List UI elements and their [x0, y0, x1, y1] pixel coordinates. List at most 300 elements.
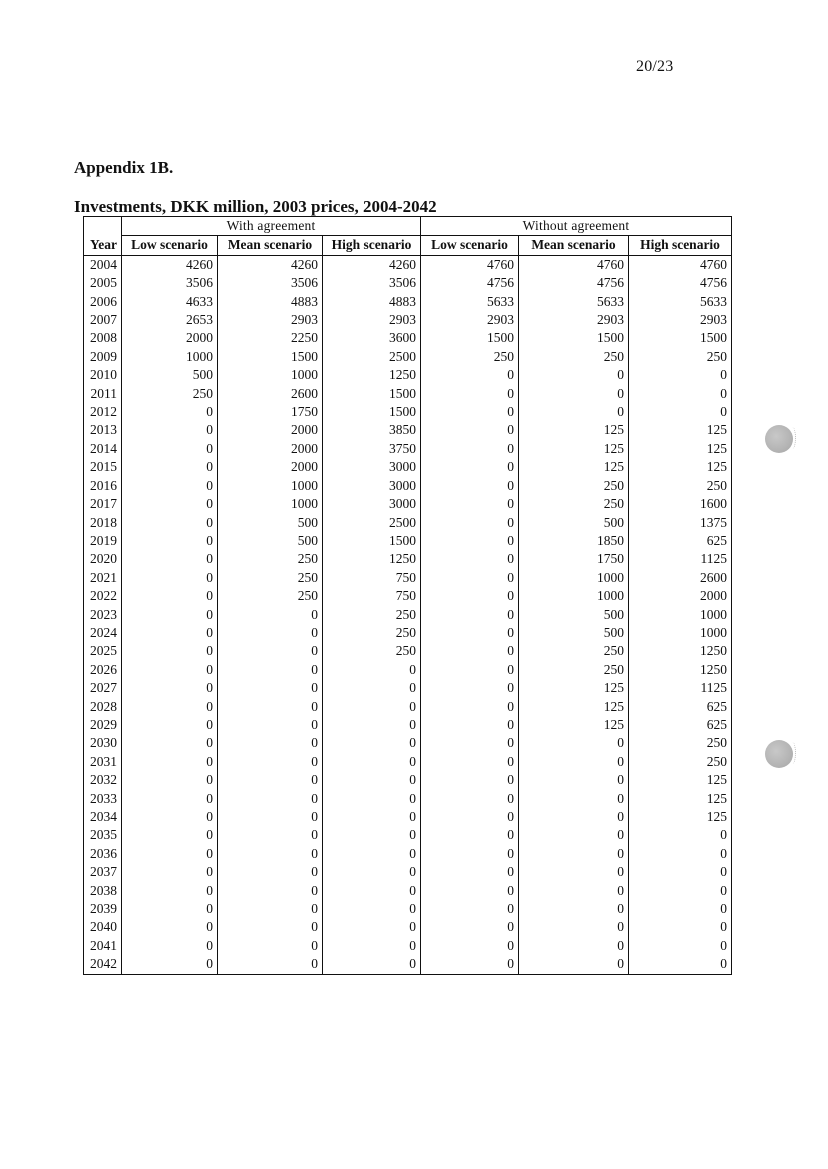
table-row [84, 642, 732, 660]
cell-without-low: 0 [421, 937, 519, 955]
cell-with-mean: 0 [218, 753, 323, 771]
cell-without-low: 0 [421, 771, 519, 789]
table-row [84, 421, 732, 439]
cell-with-mean: 0 [218, 863, 323, 881]
table-row [84, 716, 732, 734]
cell-with-mean: 1750 [218, 403, 323, 421]
cell-without-high: 0 [629, 955, 732, 974]
cell-without-mean: 5633 [519, 293, 629, 311]
cell-year: 2036 [90, 845, 117, 861]
cell-without-high: 0 [629, 918, 732, 936]
cell-with-low: 0 [122, 477, 218, 495]
cell-without-high: 0 [629, 366, 732, 384]
cell-with-mean: 0 [218, 771, 323, 789]
cell-with-high: 3000 [323, 477, 421, 495]
cell-year: 2031 [90, 753, 117, 769]
cell-without-mean: 125 [519, 679, 629, 697]
cell-without-mean: 0 [519, 734, 629, 752]
table-row [84, 532, 732, 550]
cell-without-low: 0 [421, 698, 519, 716]
cell-with-high: 2903 [323, 311, 421, 329]
cell-without-mean: 0 [519, 955, 629, 974]
cell-without-high: 2000 [629, 587, 732, 605]
table-row [84, 293, 732, 311]
cell-with-mean: 2000 [218, 421, 323, 439]
cell-with-mean: 4883 [218, 293, 323, 311]
table-row [84, 698, 732, 716]
cell-year: 2033 [90, 790, 117, 806]
cell-with-high: 4260 [323, 255, 421, 274]
cell-without-mean: 1000 [519, 569, 629, 587]
cell-with-low: 0 [122, 532, 218, 550]
cell-with-mean: 0 [218, 826, 323, 844]
cell-with-mean: 0 [218, 734, 323, 752]
cell-without-high: 125 [629, 808, 732, 826]
cell-without-low: 0 [421, 421, 519, 439]
cell-without-low: 1500 [421, 329, 519, 347]
table-row [84, 550, 732, 568]
cell-year: 2009 [90, 348, 117, 364]
cell-with-high: 0 [323, 918, 421, 936]
cell-with-low: 3506 [122, 274, 218, 292]
table-row [84, 495, 732, 513]
cell-with-low: 0 [122, 440, 218, 458]
cell-without-mean: 1750 [519, 550, 629, 568]
cell-without-low: 0 [421, 900, 519, 918]
table-row [84, 771, 732, 789]
cell-without-mean: 250 [519, 477, 629, 495]
cell-without-low: 0 [421, 606, 519, 624]
column-header-without-low: Low scenario [421, 236, 519, 255]
table-body [84, 255, 732, 974]
cell-year: 2015 [90, 459, 117, 475]
cell-with-mean: 0 [218, 716, 323, 734]
cell-without-high: 0 [629, 403, 732, 421]
cell-without-high: 1125 [629, 679, 732, 697]
column-header-without-high: High scenario [629, 236, 732, 255]
cell-without-high: 125 [629, 421, 732, 439]
cell-with-high: 2500 [323, 514, 421, 532]
table-row [84, 624, 732, 642]
cell-with-mean: 4260 [218, 255, 323, 274]
cell-with-low: 0 [122, 458, 218, 476]
table-title: Investments, DKK million, 2003 prices, 2004-2042 [74, 197, 437, 216]
table-row [84, 587, 732, 605]
cell-without-high: 4760 [629, 255, 732, 274]
cell-without-low: 0 [421, 495, 519, 513]
table-row [84, 440, 732, 458]
table-row [84, 661, 732, 679]
cell-without-mean: 0 [519, 385, 629, 403]
cell-without-mean: 250 [519, 642, 629, 660]
cell-without-mean: 125 [519, 440, 629, 458]
cell-without-mean: 1850 [519, 532, 629, 550]
table-row [84, 606, 732, 624]
cell-with-high: 2500 [323, 348, 421, 366]
cell-year: 2012 [90, 404, 117, 420]
cell-without-mean: 0 [519, 790, 629, 808]
cell-with-mean: 0 [218, 642, 323, 660]
cell-without-mean: 125 [519, 458, 629, 476]
cell-with-low: 0 [122, 845, 218, 863]
cell-year: 2028 [90, 698, 117, 714]
cell-without-mean: 0 [519, 845, 629, 863]
table-row [84, 900, 732, 918]
cell-with-low: 0 [122, 514, 218, 532]
cell-without-low: 4756 [421, 274, 519, 292]
cell-without-high: 0 [629, 863, 732, 881]
cell-year: 2014 [90, 440, 117, 456]
cell-without-mean: 1000 [519, 587, 629, 605]
cell-year: 2029 [90, 716, 117, 732]
table-row [84, 348, 732, 366]
table-row [84, 808, 732, 826]
cell-without-low: 2903 [421, 311, 519, 329]
cell-with-mean: 0 [218, 661, 323, 679]
cell-without-mean: 4756 [519, 274, 629, 292]
cell-without-low: 0 [421, 790, 519, 808]
cell-with-low: 0 [122, 771, 218, 789]
cell-without-low: 0 [421, 477, 519, 495]
cell-without-mean: 0 [519, 918, 629, 936]
cell-with-high: 3000 [323, 495, 421, 513]
cell-without-low: 0 [421, 863, 519, 881]
cell-year: 2004 [90, 256, 117, 272]
cell-with-high: 1500 [323, 403, 421, 421]
cell-without-high: 2600 [629, 569, 732, 587]
cell-year: 2022 [90, 588, 117, 604]
cell-with-mean: 1500 [218, 348, 323, 366]
cell-year: 2039 [90, 901, 117, 917]
cell-without-high: 5633 [629, 293, 732, 311]
appendix-heading: Appendix 1B. [74, 158, 174, 177]
cell-year: 2006 [90, 293, 117, 309]
table-row [84, 274, 732, 292]
cell-without-low: 0 [421, 642, 519, 660]
cell-year: 2023 [90, 606, 117, 622]
cell-without-high: 0 [629, 882, 732, 900]
cell-with-mean: 0 [218, 882, 323, 900]
table-row [84, 366, 732, 384]
cell-without-high: 125 [629, 440, 732, 458]
cell-with-low: 0 [122, 661, 218, 679]
cell-with-high: 0 [323, 790, 421, 808]
cell-without-high: 125 [629, 458, 732, 476]
cell-year: 2025 [90, 643, 117, 659]
cell-year: 2026 [90, 661, 117, 677]
cell-without-low: 5633 [421, 293, 519, 311]
cell-with-low: 0 [122, 606, 218, 624]
table-row [84, 458, 732, 476]
cell-year: 2024 [90, 624, 117, 640]
cell-year: 2005 [90, 275, 117, 291]
cell-year: 2040 [90, 919, 117, 935]
cell-with-low: 0 [122, 698, 218, 716]
table-row [84, 679, 732, 697]
cell-with-low: 0 [122, 937, 218, 955]
cell-with-low: 250 [122, 385, 218, 403]
cell-without-high: 250 [629, 348, 732, 366]
cell-without-mean: 500 [519, 606, 629, 624]
cell-without-mean: 0 [519, 900, 629, 918]
cell-with-high: 0 [323, 955, 421, 974]
table-row [84, 477, 732, 495]
cell-with-mean: 500 [218, 532, 323, 550]
cell-without-high: 625 [629, 716, 732, 734]
cell-without-mean: 0 [519, 882, 629, 900]
cell-with-high: 0 [323, 826, 421, 844]
cell-without-low: 0 [421, 679, 519, 697]
cell-without-mean: 250 [519, 661, 629, 679]
binder-hole-top [765, 425, 793, 453]
table-row [84, 753, 732, 771]
cell-with-high: 1500 [323, 532, 421, 550]
cell-with-high: 0 [323, 937, 421, 955]
cell-without-high: 1500 [629, 329, 732, 347]
cell-with-mean: 2000 [218, 440, 323, 458]
cell-year: 2016 [90, 477, 117, 493]
cell-without-low: 0 [421, 458, 519, 476]
cell-with-high: 1500 [323, 385, 421, 403]
cell-without-high: 0 [629, 900, 732, 918]
cell-with-mean: 0 [218, 679, 323, 697]
cell-without-high: 125 [629, 790, 732, 808]
cell-year: 2013 [90, 422, 117, 438]
cell-with-low: 0 [122, 734, 218, 752]
cell-without-low: 0 [421, 385, 519, 403]
cell-without-mean: 250 [519, 495, 629, 513]
cell-with-high: 0 [323, 753, 421, 771]
column-header-with-mean: Mean scenario [218, 236, 323, 255]
cell-without-high: 1375 [629, 514, 732, 532]
cell-without-mean: 125 [519, 421, 629, 439]
cell-without-low: 0 [421, 955, 519, 974]
table-row [84, 329, 732, 347]
cell-with-mean: 0 [218, 918, 323, 936]
cell-year: 2042 [90, 956, 117, 972]
cell-with-mean: 0 [218, 937, 323, 955]
cell-with-mean: 250 [218, 587, 323, 605]
cell-with-high: 0 [323, 900, 421, 918]
table-row [84, 955, 732, 974]
cell-with-high: 250 [323, 624, 421, 642]
cell-year: 2017 [90, 496, 117, 512]
cell-with-low: 2000 [122, 329, 218, 347]
cell-with-low: 0 [122, 808, 218, 826]
cell-without-high: 1125 [629, 550, 732, 568]
table-row [84, 845, 732, 863]
table-row [84, 255, 732, 274]
cell-year: 2011 [90, 385, 117, 401]
cell-without-high: 0 [629, 826, 732, 844]
cell-without-high: 2903 [629, 311, 732, 329]
investments-table [83, 216, 732, 975]
cell-year: 2030 [90, 735, 117, 751]
cell-without-low: 0 [421, 753, 519, 771]
cell-with-low: 0 [122, 753, 218, 771]
cell-year: 2032 [90, 772, 117, 788]
table-row [84, 569, 732, 587]
cell-with-low: 0 [122, 587, 218, 605]
cell-with-high: 0 [323, 679, 421, 697]
cell-without-high: 125 [629, 771, 732, 789]
cell-without-low: 0 [421, 514, 519, 532]
cell-with-low: 1000 [122, 348, 218, 366]
cell-with-low: 0 [122, 826, 218, 844]
header-spacer [84, 217, 122, 236]
table-row [84, 734, 732, 752]
cell-with-high: 250 [323, 642, 421, 660]
cell-without-low: 250 [421, 348, 519, 366]
cell-without-low: 0 [421, 734, 519, 752]
cell-with-high: 0 [323, 661, 421, 679]
cell-without-high: 625 [629, 698, 732, 716]
cell-without-mean: 0 [519, 863, 629, 881]
cell-year: 2020 [90, 551, 117, 567]
cell-year: 2034 [90, 809, 117, 824]
column-header-with-low: Low scenario [122, 236, 218, 255]
cell-with-high: 3600 [323, 329, 421, 347]
cell-with-low: 0 [122, 790, 218, 808]
table-row [84, 403, 732, 421]
cell-with-mean: 0 [218, 808, 323, 826]
cell-with-low: 0 [122, 900, 218, 918]
cell-with-low: 0 [122, 882, 218, 900]
cell-without-high: 1250 [629, 661, 732, 679]
cell-with-low: 0 [122, 403, 218, 421]
cell-year: 2008 [90, 330, 117, 346]
cell-with-low: 0 [122, 955, 218, 974]
cell-with-high: 0 [323, 716, 421, 734]
cell-without-mean: 0 [519, 403, 629, 421]
cell-with-mean: 0 [218, 790, 323, 808]
cell-with-high: 3750 [323, 440, 421, 458]
group-header-without-agreement: Without agreement [421, 217, 732, 236]
cell-with-mean: 3506 [218, 274, 323, 292]
cell-with-mean: 2903 [218, 311, 323, 329]
cell-without-high: 0 [629, 385, 732, 403]
cell-without-mean: 0 [519, 366, 629, 384]
cell-with-high: 750 [323, 569, 421, 587]
cell-with-high: 3850 [323, 421, 421, 439]
table-row [84, 826, 732, 844]
cell-without-mean: 125 [519, 698, 629, 716]
cell-with-low: 2653 [122, 311, 218, 329]
cell-with-mean: 0 [218, 624, 323, 642]
cell-year: 2037 [90, 864, 117, 880]
table-row [84, 790, 732, 808]
cell-with-low: 0 [122, 569, 218, 587]
cell-with-mean: 0 [218, 845, 323, 863]
cell-without-low: 4760 [421, 255, 519, 274]
cell-year: 2010 [90, 367, 117, 383]
binder-hole-bottom [765, 740, 793, 768]
cell-without-low: 0 [421, 661, 519, 679]
cell-without-mean: 0 [519, 771, 629, 789]
cell-without-low: 0 [421, 918, 519, 936]
cell-year: 2041 [90, 937, 117, 953]
cell-year: 2021 [90, 569, 117, 585]
cell-without-low: 0 [421, 366, 519, 384]
cell-with-low: 0 [122, 716, 218, 734]
cell-with-high: 0 [323, 845, 421, 863]
cell-year: 2035 [90, 827, 117, 843]
cell-without-mean: 500 [519, 514, 629, 532]
cell-without-high: 0 [629, 845, 732, 863]
cell-year: 2027 [90, 680, 117, 696]
cell-without-mean: 0 [519, 808, 629, 826]
cell-without-low: 0 [421, 587, 519, 605]
cell-without-low: 0 [421, 440, 519, 458]
cell-with-high: 750 [323, 587, 421, 605]
cell-with-mean: 0 [218, 955, 323, 974]
cell-with-high: 0 [323, 808, 421, 826]
cell-without-low: 0 [421, 550, 519, 568]
cell-with-high: 250 [323, 606, 421, 624]
cell-with-mean: 1000 [218, 366, 323, 384]
cell-with-high: 3000 [323, 458, 421, 476]
cell-with-mean: 2250 [218, 329, 323, 347]
cell-with-low: 0 [122, 642, 218, 660]
cell-without-high: 1250 [629, 642, 732, 660]
cell-without-high: 1600 [629, 495, 732, 513]
cell-with-low: 0 [122, 421, 218, 439]
cell-without-mean: 125 [519, 716, 629, 734]
cell-without-high: 250 [629, 477, 732, 495]
cell-without-low: 0 [421, 716, 519, 734]
cell-with-mean: 0 [218, 900, 323, 918]
cell-without-low: 0 [421, 826, 519, 844]
cell-with-mean: 1000 [218, 477, 323, 495]
cell-with-mean: 250 [218, 569, 323, 587]
cell-without-mean: 4760 [519, 255, 629, 274]
column-header-without-mean: Mean scenario [519, 236, 629, 255]
page-number: 20/23 [636, 58, 674, 75]
cell-without-low: 0 [421, 882, 519, 900]
cell-without-mean: 1500 [519, 329, 629, 347]
cell-with-low: 0 [122, 863, 218, 881]
cell-with-mean: 500 [218, 514, 323, 532]
cell-without-high: 1000 [629, 624, 732, 642]
cell-without-low: 0 [421, 808, 519, 826]
table-row [84, 514, 732, 532]
table-row [84, 937, 732, 955]
cell-with-mean: 0 [218, 606, 323, 624]
cell-with-mean: 2600 [218, 385, 323, 403]
cell-without-mean: 500 [519, 624, 629, 642]
cell-without-mean: 0 [519, 937, 629, 955]
cell-with-low: 0 [122, 918, 218, 936]
cell-without-high: 4756 [629, 274, 732, 292]
cell-without-low: 0 [421, 624, 519, 642]
cell-with-high: 3506 [323, 274, 421, 292]
cell-year: 2019 [90, 532, 117, 548]
cell-without-mean: 0 [519, 826, 629, 844]
column-header-year: Year [84, 236, 122, 255]
cell-year: 2018 [90, 514, 117, 530]
cell-with-mean: 0 [218, 698, 323, 716]
cell-with-high: 0 [323, 771, 421, 789]
cell-without-mean: 250 [519, 348, 629, 366]
cell-without-high: 250 [629, 753, 732, 771]
group-header-with-agreement: With agreement [122, 217, 421, 236]
cell-without-high: 250 [629, 734, 732, 752]
cell-without-mean: 2903 [519, 311, 629, 329]
cell-without-mean: 0 [519, 753, 629, 771]
cell-with-mean: 250 [218, 550, 323, 568]
table-row [84, 882, 732, 900]
table-row [84, 918, 732, 936]
